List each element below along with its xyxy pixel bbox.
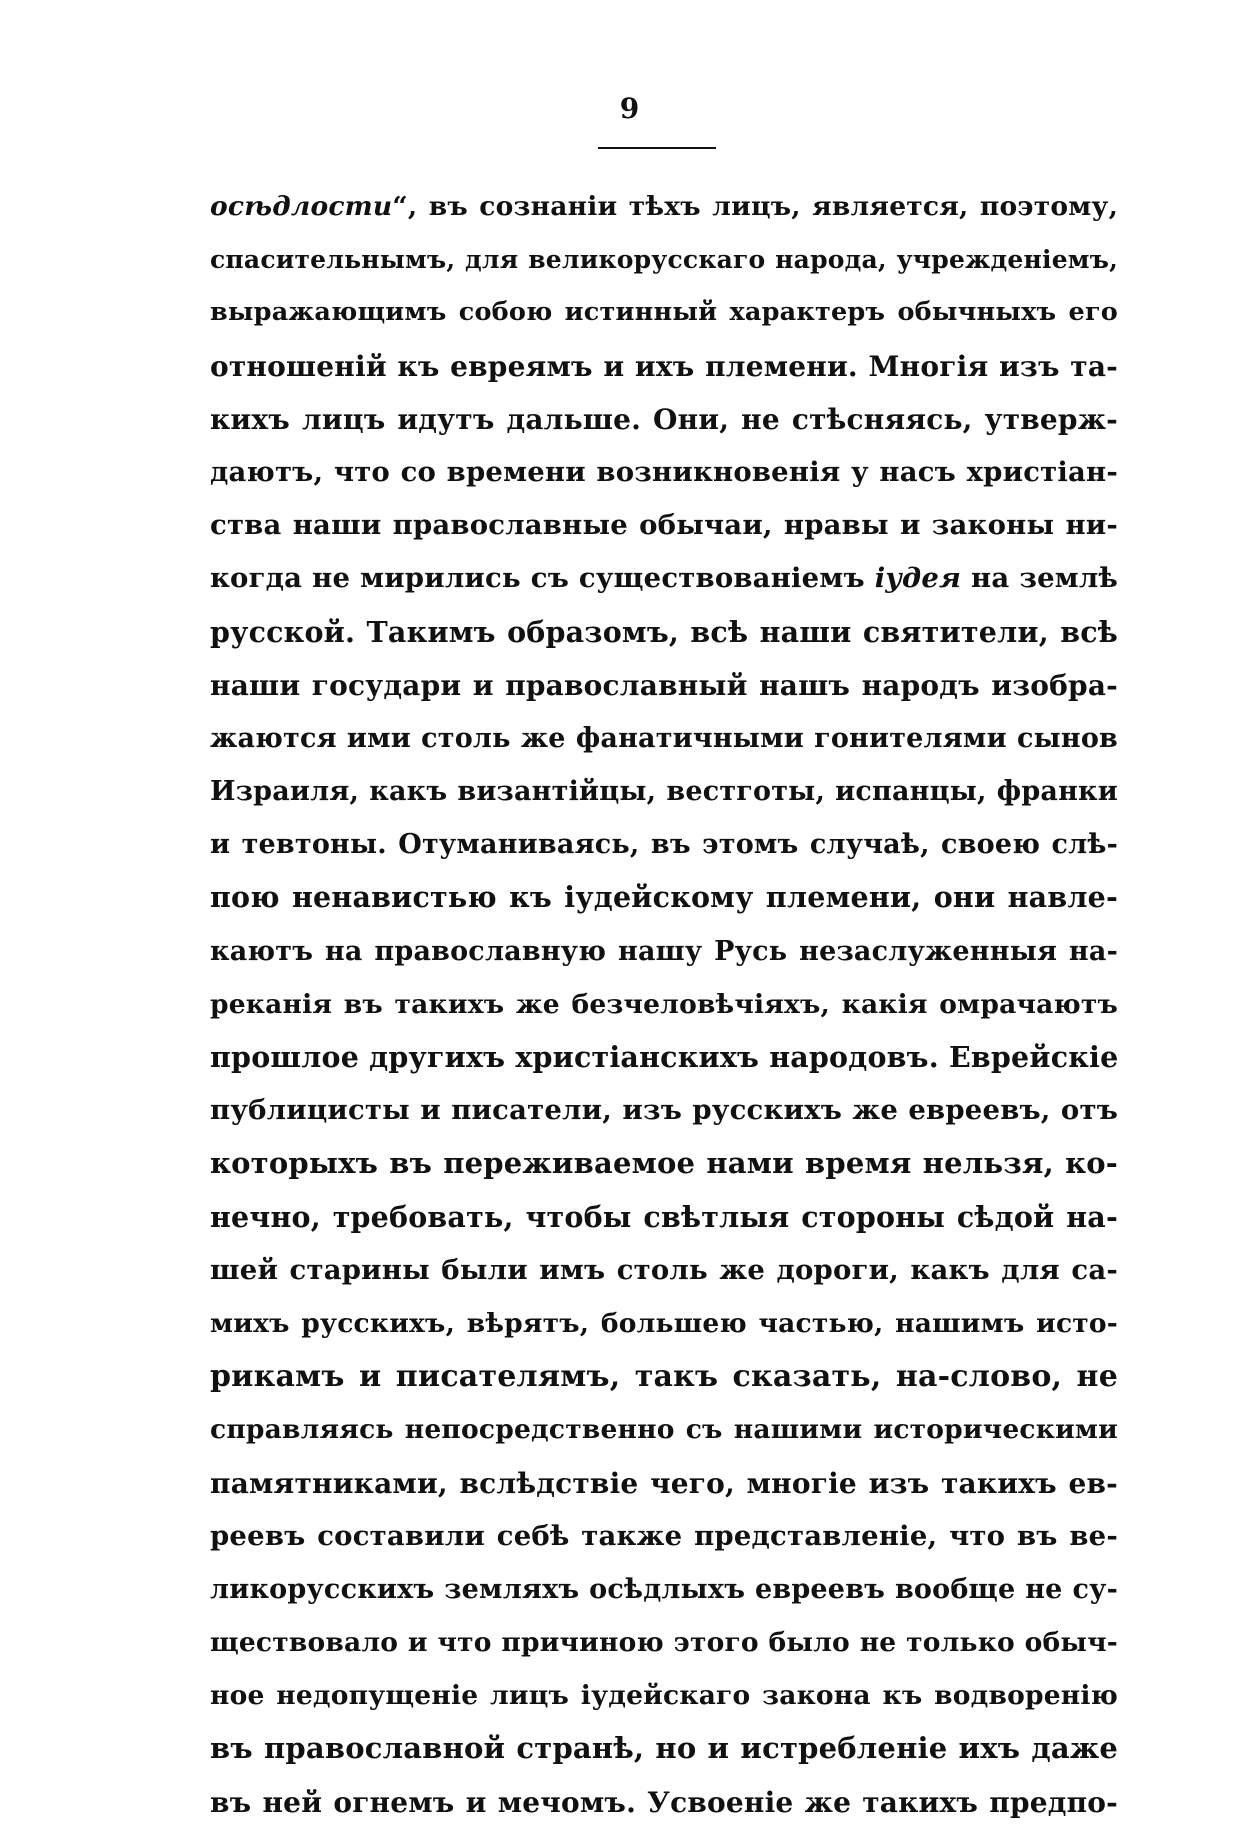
line-text: въ православной странѣ, но и истребленiе ихъ даже: [210, 1731, 1118, 1766]
text-line: [210, 1722, 1118, 1775]
line-text: выражающимъ собою истинный характеръ обычныхъ его: [210, 297, 1118, 328]
text-line: [210, 1137, 1118, 1190]
text-line: [210, 393, 1118, 446]
text-line: [210, 606, 1118, 659]
text-body: [210, 180, 1118, 1829]
line-text: и тевтоны. Отуманиваясь, въ этомъ случаѣ, своею слѣ-: [210, 829, 1118, 861]
text-line: [210, 712, 1118, 765]
line-text: нечно, требовать, чтобы свѣтлыя стороны сѣдой на-: [210, 1199, 1118, 1234]
line-text: прошлое другихъ христiанскихъ народовъ. Еврейскiе: [210, 1040, 1119, 1074]
text-line: [210, 180, 1118, 233]
line-text: памятниками, вслѣдствiе чего, многiе изъ такихъ ев-: [210, 1466, 1118, 1500]
text-line: [210, 1776, 1118, 1829]
line-text: ное недопущенiе лицъ iудейскаго закона къ водворенiю: [210, 1680, 1118, 1712]
line-text: публицисты и писатели, изъ русскихъ же евреевъ, отъ: [210, 1094, 1118, 1127]
text-line: [210, 1297, 1118, 1350]
text-line: [210, 1669, 1118, 1722]
line-text: справляясь непосредственно съ нашими историческими: [210, 1414, 1118, 1446]
text-line: [210, 340, 1118, 393]
text-line: [210, 286, 1118, 339]
line-text: шей старины были имъ столь же дороги, какъ для са-: [210, 1253, 1118, 1286]
line-text: которыхъ въ переживаемое нами время нельзя, ко-: [210, 1146, 1118, 1181]
text-line: [210, 233, 1118, 286]
text-line: [210, 925, 1118, 978]
line-text: на землѣ: [961, 562, 1118, 595]
line-text: ликорусскихъ земляхъ осѣдлыхъ евреевъ вообще не су-: [210, 1573, 1118, 1605]
page-number-rule: [598, 147, 716, 149]
text-line: [210, 1031, 1118, 1084]
text-line: [210, 1403, 1118, 1456]
line-text: кихъ лицъ идутъ дальше. Они, не стѣсняясь, утверж-: [210, 402, 1118, 436]
line-text: ства наши православные обычаи, нравы и законы ни-: [210, 509, 1118, 542]
line-text: Израиля, какъ византiйцы, вестготы, испанцы, франки: [210, 776, 1118, 808]
text-line: [210, 1084, 1118, 1137]
line-text: реевъ составили себѣ также представленiе, что въ ве-: [210, 1519, 1118, 1552]
line-text: русской. Такимъ образомъ, всѣ наши святители, всѣ: [210, 614, 1118, 649]
line-text: “, въ сознанiи тѣхъ лицъ, является, поэтому,: [392, 191, 1118, 222]
line-text: спасительнымъ, для великорусскаго народа, учрежденiемъ,: [210, 245, 1118, 275]
line-text: михъ русскихъ, вѣрятъ, большею частью, нашимъ исто-: [210, 1307, 1118, 1339]
page-number: 9: [619, 92, 640, 125]
line-text: когда не мирились съ существованiемъ: [210, 562, 875, 595]
text-line: [210, 1191, 1118, 1244]
text-line: [210, 1244, 1118, 1297]
text-line: [210, 1563, 1118, 1616]
line-text: жаются ими столь же фанатичными гонителями сынов: [210, 722, 1118, 754]
line-text: отношенiй къ евреямъ и ихъ племени. Многiя изъ та-: [210, 349, 1118, 383]
text-line: [210, 659, 1118, 712]
line-text: наши государи и православный нашъ народъ изобра-: [210, 668, 1118, 702]
line-text: ществовало и что причиною этого было не только обыч-: [210, 1627, 1118, 1659]
line-text: въ ней огнемъ и мечомъ. Усвоенiе же такихъ предпо-: [210, 1785, 1118, 1819]
text-line: [210, 446, 1118, 499]
text-line: [210, 1510, 1118, 1563]
text-line: [210, 499, 1118, 552]
line-text: реканiя въ такихъ же безчеловѣчiяхъ, какiя омрачаютъ: [210, 988, 1118, 1020]
text-line: [210, 1457, 1118, 1510]
line-text: рикамъ и писателямъ, такъ сказать, на-слово, не: [210, 1359, 1118, 1395]
text-line: [210, 1350, 1118, 1403]
text-line: [210, 765, 1118, 818]
text-line: [210, 1616, 1118, 1669]
italic-word: осѣдлости: [210, 191, 393, 222]
text-line: [210, 978, 1118, 1031]
text-line: [210, 818, 1118, 871]
line-text: каютъ на православную нашу Русь незаслуженныя на-: [210, 935, 1118, 967]
italic-word: iудея: [874, 562, 962, 595]
line-text: пою ненавистью къ iудейскому племени, они навле-: [210, 880, 1118, 915]
text-line: [210, 871, 1118, 924]
line-text: даютъ, что со времени возникновенiя у насъ христiан-: [210, 455, 1118, 488]
text-line: [210, 552, 1118, 605]
